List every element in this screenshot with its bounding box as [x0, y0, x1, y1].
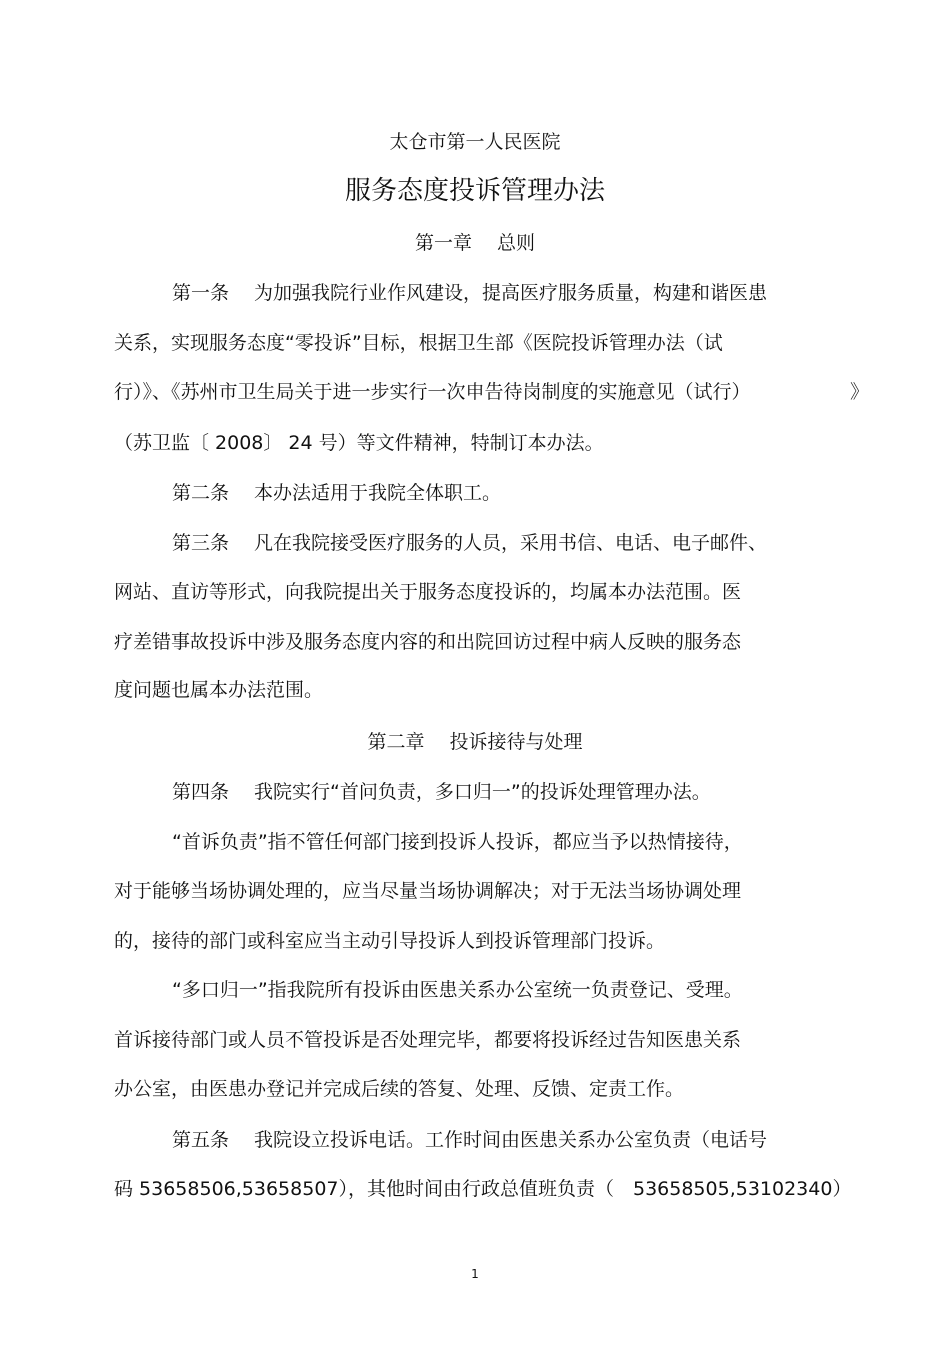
- article-5-line-1: 第五条 我院设立投诉电话。工作时间由医患关系办公室负责（电话号: [172, 1129, 768, 1151]
- article-3-line-1: 第三条 凡在我院接受医疗服务的人员，采用书信、电话、电子邮件、: [172, 532, 768, 554]
- article-4-line-3: 对于能够当场协调处理的，应当尽量当场协调解决；对于无法当场协调处理: [114, 880, 742, 902]
- article-4-line-4: 的，接待的部门或科室应当主动引导投诉人到投诉管理部门投诉。: [114, 930, 666, 952]
- article-1-line-3: 行）》、《苏州市卫生局关于进一步实行一次申告待岗制度的实施意见（试行）: [114, 381, 751, 403]
- chapter-1-heading: 第一章 总则: [414, 232, 536, 254]
- article-3-line-4: 度问题也属本办法范围。: [114, 679, 324, 701]
- page-number: 1: [471, 1267, 479, 1281]
- article-4-line-5: “多口归一”指我院所有投诉由医患关系办公室统一负责登记、受理。: [172, 979, 743, 1001]
- article-5-line-2: 码 53658506,53658507），其他时间由行政总值班负责（ 53658505,53102340）: [114, 1178, 852, 1200]
- article-1-line-4: （苏卫监〔 2008〕 24 号）等文件精神，特制订本办法。: [114, 432, 604, 454]
- article-2-line-1: 第二条 本办法适用于我院全体职工。: [172, 482, 502, 504]
- article-1-line-3-end: 》: [850, 381, 870, 403]
- article-4-line-2: “首诉负责”指不管任何部门接到投诉人投诉，都应当予以热情接待，: [172, 831, 743, 853]
- article-4-line-6: 首诉接待部门或人员不管投诉是否处理完毕，都要将投诉经过告知医患关系: [114, 1029, 742, 1051]
- article-3-line-3: 疗差错事故投诉中涉及服务态度内容的和出院回访过程中病人反映的服务态: [114, 631, 742, 653]
- article-1-line-1: 第一条 为加强我院行业作风建设，提高医疗服务质量，构建和谐医患: [172, 282, 768, 304]
- document-title: 服务态度投诉管理办法: [344, 176, 605, 206]
- hospital-name: 太仓市第一人民医院: [389, 131, 561, 153]
- article-1-line-2: 关系，实现服务态度“零投诉”目标，根据卫生部《医院投诉管理办法（试: [114, 332, 723, 354]
- chapter-2-heading: 第二章 投诉接待与处理: [367, 731, 583, 753]
- article-4-line-1: 第四条 我院实行“首问负责，多口归一”的投诉处理管理办法。: [172, 781, 711, 803]
- article-3-line-2: 网站、直访等形式，向我院提出关于服务态度投诉的，均属本办法范围。医: [114, 581, 742, 603]
- article-4-line-7: 办公室，由医患办登记并完成后续的答复、处理、反馈、定责工作。: [114, 1078, 685, 1100]
